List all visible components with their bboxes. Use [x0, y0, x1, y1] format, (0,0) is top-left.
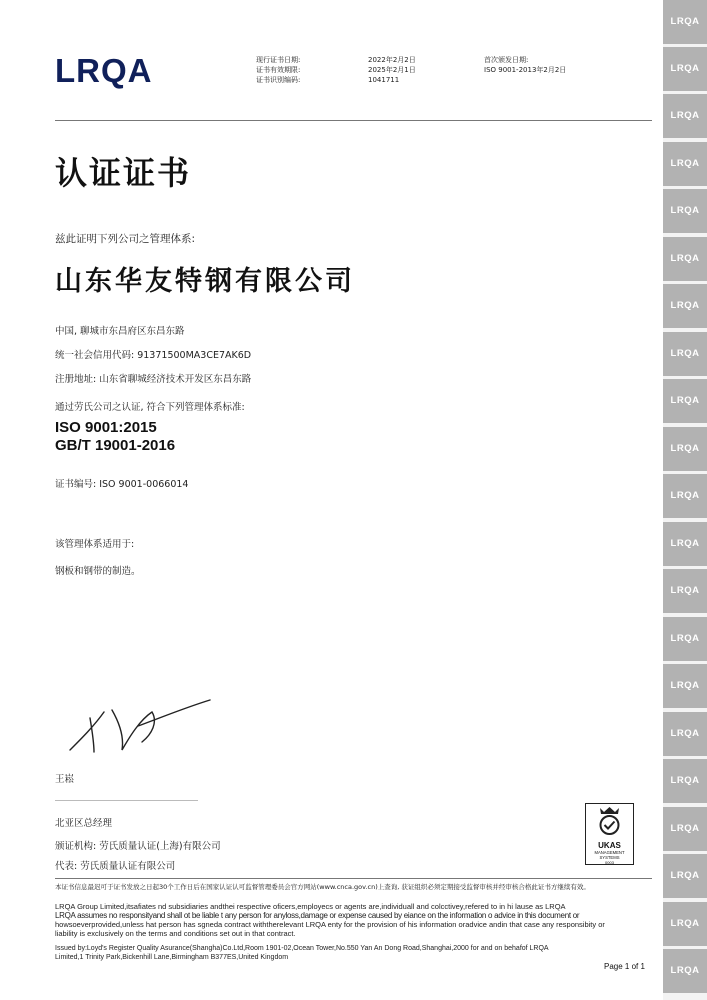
strip-tile: LRQA: [663, 664, 707, 708]
current-date-value: 2022年2月2日: [368, 56, 416, 64]
header-labels: [256, 55, 300, 85]
legal-line-1: LRQA Group Limited,itsafiates nd subsidiaries andthei respective oficers,employecs or agents are,individuall and colcctivey,refered to in hi lause as LRQA: [55, 902, 566, 911]
registered-address: 注册地址: 山东省聊城经济技术开发区东昌东路: [55, 374, 252, 385]
standard-gbt: GB/T 19001-2016: [55, 437, 176, 454]
strip-tile: LRQA: [663, 569, 707, 613]
ukas-badge: [585, 803, 634, 865]
first-issue-label: 首次颁发日期:: [484, 56, 529, 64]
first-issue: [484, 55, 566, 75]
strip-tile: LRQA: [663, 284, 707, 328]
strip-tile: LRQA: [663, 47, 707, 91]
credit-code: 统一社会信用代码: 91371500MA3CE7AK6D: [55, 350, 252, 361]
strip-tile: LRQA: [663, 142, 707, 186]
cert-id-label: 证书识别编码:: [256, 76, 301, 84]
representative: 代表: 劳氏质量认证有限公司: [55, 861, 176, 872]
strip-tile: LRQA: [663, 0, 707, 44]
footer-cn-note: 本证书信息最迟可于证书发放之日起30个工作日后在国家认证认可监督管理委员会官方网站(www.cnca.gov.cn)上查询, 获证组织必须定期接受监督审核并经审核合格此证书方继续有效。: [55, 883, 590, 891]
issued-line-2: Limited,1 Trinity Park,Bickenhill Lane,Birmingham B377ES,United Kingdom: [55, 954, 289, 961]
cert-id-value: 1041711: [368, 76, 400, 84]
strip-tile: LRQA: [663, 807, 707, 851]
company-address: 中国, 聊城市东昌府区东昌东路: [55, 326, 185, 337]
scope-text: 钢板和钢带的制造。: [55, 566, 141, 577]
strip-tile: LRQA: [663, 949, 707, 993]
strip-tile: LRQA: [663, 617, 707, 661]
header-divider: [55, 120, 652, 121]
expiry-date-value: 2025年2月1日: [368, 66, 416, 74]
strip-tile: LRQA: [663, 94, 707, 138]
signatory-name: 王崧: [55, 774, 75, 785]
strip-tile: LRQA: [663, 189, 707, 233]
legal-line-3: howsoeverprovided,unless hat person has sgneda contract withtherelevant LRQA enty for the provision of his information oradvice andin that case any responsibity or: [55, 920, 605, 929]
strip-tile: LRQA: [663, 759, 707, 803]
strip-tile: LRQA: [663, 522, 707, 566]
expiry-date-label: 证书有效期限:: [256, 66, 301, 74]
legal-line-4: liability is exclusively on the terms and conditions set out in that contract.: [55, 929, 296, 938]
signature: [60, 690, 220, 760]
ukas-brand: UKAS: [598, 841, 621, 850]
ukas-line1: MANAGEMENT: [594, 850, 625, 855]
footer-divider: [55, 878, 652, 879]
standards-list: [55, 419, 175, 455]
footer-issued-by: [55, 944, 660, 962]
strip-tile: LRQA: [663, 902, 707, 946]
footer-legal: [55, 902, 660, 938]
page-number: Page 1 of 1: [604, 962, 645, 971]
first-issue-value: ISO 9001-2013年2月2日: [484, 66, 567, 74]
intro-text: 兹此证明下列公司之管理体系:: [55, 233, 196, 245]
company-name: 山东华友特钢有限公司: [55, 266, 355, 297]
strip-tile: LRQA: [663, 712, 707, 756]
strip-tile: LRQA: [663, 474, 707, 518]
header-values: [368, 55, 416, 85]
ukas-line2: SYSTEMS: [599, 855, 620, 860]
standards-intro: 通过劳氏公司之认证, 符合下列管理体系标准:: [55, 402, 245, 413]
issued-line-1: Issued by:Loyd's Register Quality Asurance(Shangha)Co.Ltd,Room 1901-02,Ocean Tower,No.550 Yan An Dong Road,Shanghai,2000 for and on behafof LRQA: [55, 945, 549, 952]
crown-check-icon: [586, 804, 633, 838]
issuing-body: 颁证机构: 劳氏质量认证(上海)有限公司: [55, 841, 221, 852]
strip-tile: LRQA: [663, 427, 707, 471]
standard-iso: ISO 9001:2015: [55, 419, 157, 436]
certificate-number: 证书编号: ISO 9001-0066014: [55, 479, 189, 490]
strip-tile: LRQA: [663, 332, 707, 376]
signature-divider: [55, 800, 198, 801]
current-date-label: 现行证书日期:: [256, 56, 301, 64]
lrqa-side-strip: [663, 0, 707, 1000]
signatory-title: 北亚区总经理: [55, 818, 113, 829]
lrqa-logo: LRQA: [55, 52, 153, 89]
strip-tile: LRQA: [663, 237, 707, 281]
strip-tile: LRQA: [663, 379, 707, 423]
ukas-number: 0003: [605, 860, 614, 865]
strip-tile: LRQA: [663, 854, 707, 898]
legal-line-2: LRQA assumes no responsityand shall ot be liable t any person for anyloss,damage or expense caused by eiance on the information o advice in this document or: [55, 911, 580, 920]
document-title: 认证证书: [55, 154, 192, 192]
scope-intro: 该管理体系适用于:: [55, 539, 135, 550]
